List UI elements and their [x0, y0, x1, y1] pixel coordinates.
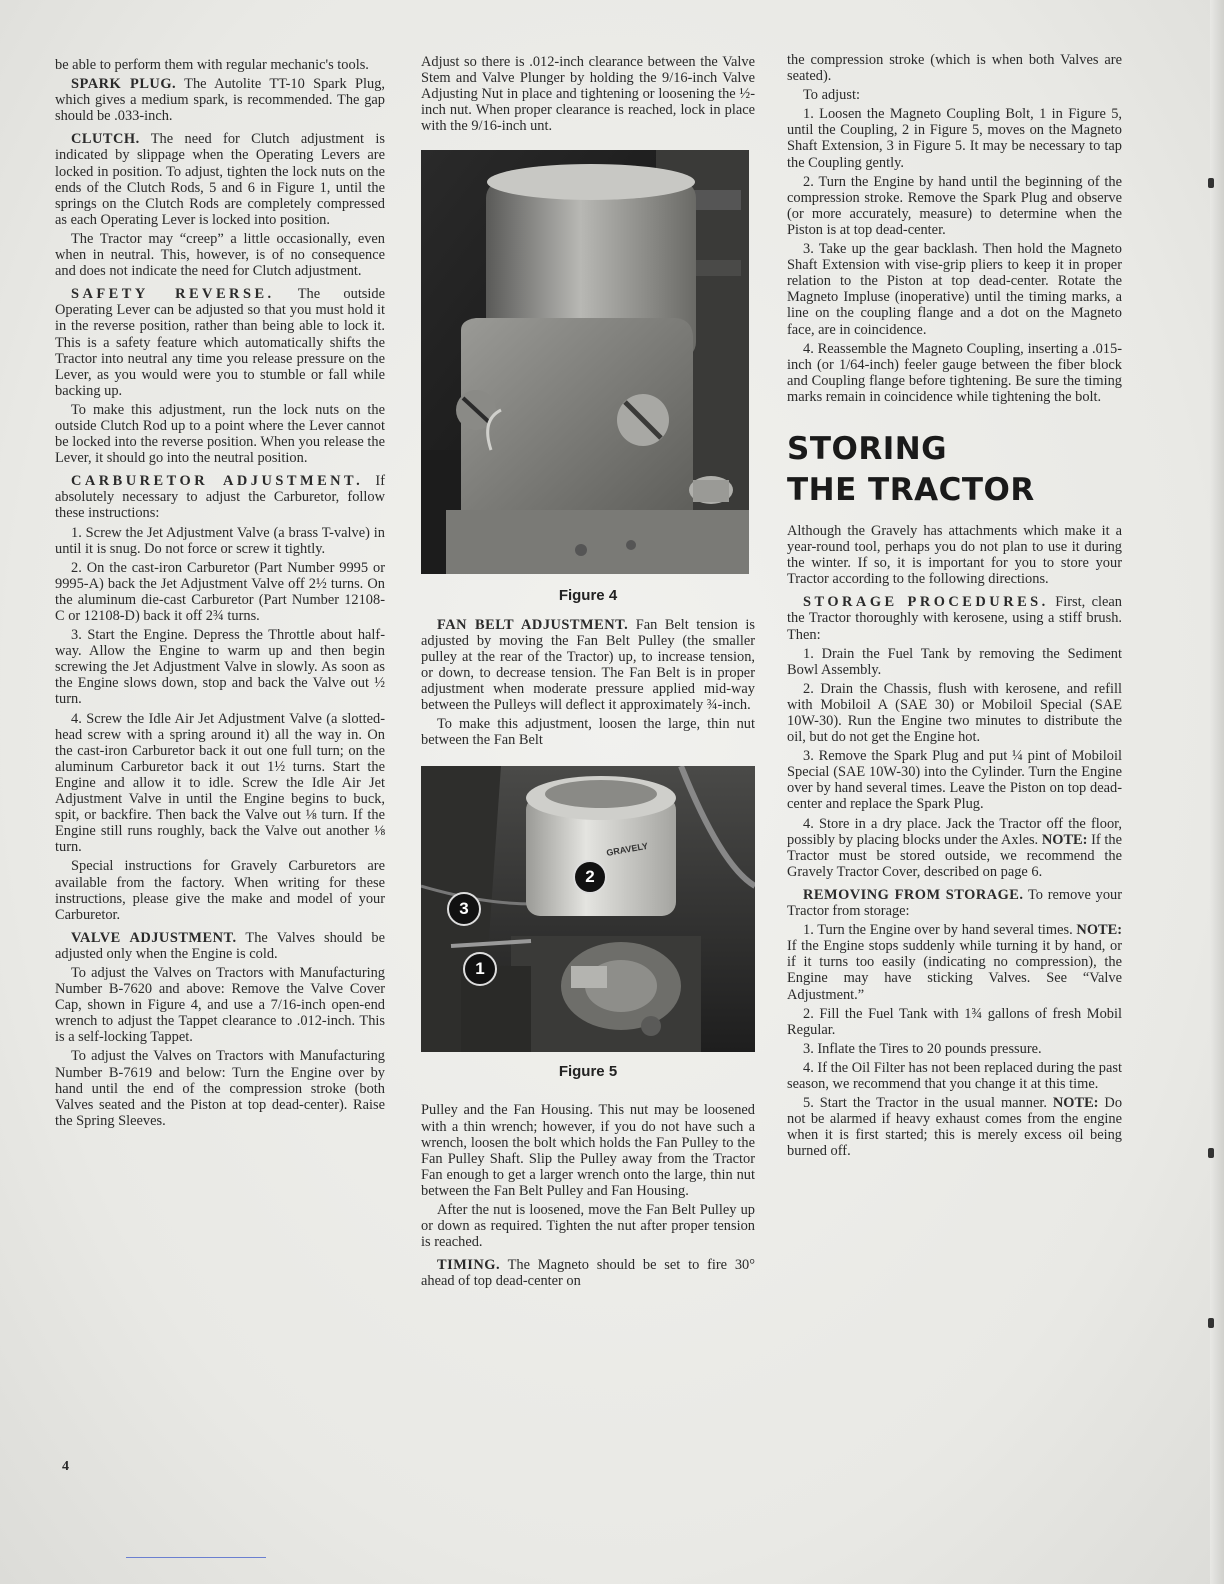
list-item: 3. Remove the Spark Plug and put ¼ pint of Mobiloil Special (SAE 10W-30) into the Cylinder. Turn the Engine over by hand several times. Leave the Piston on top dead-center and replace the Spark Plug. [787, 748, 1122, 813]
heading-carburetor-adjustment: CARBURETOR ADJUSTMENT. [71, 473, 364, 490]
page-edge-shadow [1210, 0, 1224, 1584]
text: If the Engine stops suddenly while turning it by hand, or if it turns too easily (indicating no compression), the Engine may have sticking Valves. See “Valve Adjustment.” [787, 938, 1122, 1003]
text: First, clean the Tractor thoroughly with kerosene, using a stiff brush. Then: [787, 594, 1122, 643]
figure-4 [421, 150, 755, 604]
note-label: NOTE: [1052, 1095, 1099, 1112]
column-left [55, 57, 385, 1132]
list-item: 1. Drain the Fuel Tank by removing the Sediment Bowl Assembly. [787, 645, 1122, 678]
text: The outside Operating Lever can be adjusted so that you must hold it in the reverse position, rather than being able to lock it. This is a safety feature which automatically shifts the Tractor into neutral any time you release pressure on the Lever, as you would were you to stumble or fall while backing up. [55, 286, 385, 399]
paragraph-valve-adjustment [55, 930, 385, 962]
heading-storage-procedures: STORAGE PROCEDURES. [803, 594, 1049, 611]
list-item [787, 816, 1122, 880]
figure-4-caption: Figure 4 [558, 587, 618, 605]
callout-2: 2 [573, 860, 607, 894]
filter-label-text: GRAVELY [605, 841, 649, 859]
text: If absolutely necessary to adjust the Carburetor, follow these instructions: [55, 473, 385, 522]
list-item [787, 922, 1122, 1002]
column-middle [421, 54, 755, 1292]
list-item: 2. Fill the Fuel Tank with 1¾ gallons of fresh Mobil Regular. [787, 1005, 1122, 1038]
page-number: 4 [62, 1459, 69, 1474]
binding-mark [1208, 1148, 1214, 1158]
section-title-line-2: THE TRACTOR [787, 471, 1035, 508]
paragraph-safety-reverse [55, 286, 385, 399]
binding-mark [1208, 178, 1214, 188]
heading-fan-belt-adjustment: FAN BELT ADJUSTMENT. [437, 616, 629, 633]
list-item: 4. Reassemble the Magneto Coupling, inserting a .015-inch (or 1/64-inch) feeler gauge between the fiber block and Coupling flange before tightening. Be sure the timing marks remain in coincidence while tightening the bolt. [787, 340, 1122, 405]
text: The Magneto should be set to fire 30° ahead of top dead-center on [421, 1257, 755, 1290]
list-item: 4. Screw the Idle Air Jet Adjustment Valve (a slotted-head screw with a spring around it) all the way in. On the cast-iron Carburetor back it out one full turn; on the aluminum Carburetor back it out 1½ turns. Start the Engine and allow it to idle. Screw the Idle Air Jet Adjustment Valve in until the Engine begins to buck, spit, or backfire. Then back the Valve out ⅛ turn. If the Engine still runs roughly, back the Valve out another ⅛ turn. [55, 710, 385, 856]
heading-spark-plug: SPARK PLUG. [71, 76, 177, 93]
list-item: 2. On the cast-iron Carburetor (Part Number 9995 or 9995-A) back the Jet Adjustment Valve off 2½ turns. On the aluminum die-cast Carburetor (Part Number 12108-C or 12108-D) back it off 2¾ turns. [55, 559, 385, 624]
paragraph-spark-plug [55, 76, 385, 124]
list-item: 3. Start the Engine. Depress the Throttle about half-way. Allow the Engine to warm up and then begin screwing the Jet Adjustment Valve in slowly. As soon as the Engine slows down, stop and back the Valve out ½ turn. [55, 627, 385, 708]
heading-timing: TIMING. [437, 1257, 501, 1274]
paragraph: The Tractor may “creep” a little occasionally, even when in neutral. This, however, is of no consequence and does not indicate the need for Clutch adjustment. [55, 230, 385, 280]
paragraph: be able to perform them with regular mechanic's tools. [55, 57, 369, 73]
callout-1: 1 [463, 952, 497, 986]
paragraph: To make this adjustment, loosen the large, thin nut between the Fan Belt [421, 716, 755, 749]
paragraph-timing [421, 1257, 755, 1289]
scan-artifact-line [126, 1557, 266, 1558]
note-label: NOTE: [1076, 922, 1122, 939]
text: The need for Clutch adjustment is indicated by slippage when the Operating Levers are locked in position. To adjust, tighten the lock nuts on the ends of the Clutch Rods, 5 and 6 in Figure 1, until the springs on the Clutch Rods are completely compressed as each Operating Lever is locked into position. [55, 131, 385, 228]
figure-4-photo [421, 150, 749, 574]
paragraph-carburetor [55, 473, 385, 521]
figure-5 [421, 766, 755, 1080]
figure-5-photo [421, 766, 755, 1052]
list-item: 1. Screw the Jet Adjustment Valve (a brass T-valve) in until it is snug. Do not force or screw it tightly. [55, 524, 385, 557]
text: 1. Turn the Engine over by hand several times. [803, 922, 1077, 939]
binding-mark [1208, 1318, 1214, 1328]
list-item: 3. Take up the gear backlash. Then hold the Magneto Shaft Extension with vise-grip pliers to keep it in proper relation to the Piston at top dead-center. Rotate the Magneto Impluse (inoperative) until the timing marks, a line on the coupling flange and a dot on the Magneto face, are in coincidence. [787, 241, 1122, 338]
note-label: NOTE: [1041, 831, 1088, 848]
paragraph: After the nut is loosened, move the Fan Belt Pulley up or down as required. Tighten the nut after proper tension is reached. [421, 1201, 755, 1251]
list-item: 2. Turn the Engine by hand until the beginning of the compression stroke. Remove the Spark Plug and observe (or more accurately, measure) to determine when the Piston is at top dead-center. [787, 173, 1122, 238]
section-title-storing [787, 429, 1122, 511]
paragraph: Pulley and the Fan Housing. This nut may be loosened with a thin wrench; however, if you do not have such a wrench, loosen the bolt which holds the Fan Pulley to the Fan Pulley Shaft. Slip the Pulley away from the Tractor Fan enough to get a larger wrench onto the large, thin nut between the Fan Belt Pulley and Fan Housing. [421, 1102, 755, 1199]
paragraph-fan-belt [421, 617, 755, 714]
heading-safety-reverse: SAFETY REVERSE. [71, 286, 275, 303]
callout-3: 3 [447, 892, 481, 926]
text: 5. Start the Tractor in the usual manner. [803, 1095, 1053, 1112]
list-item: 3. Inflate the Tires to 20 pounds pressure. [803, 1040, 1042, 1057]
paragraph-removing [787, 887, 1122, 919]
text: The Valves should be adjusted only when the Engine is cold. [55, 929, 385, 962]
text: If the Tractor must be stored outside, we recommend the Gravely Tractor Cover, described on page 6. [787, 831, 1122, 880]
heading-clutch: CLUTCH. [71, 131, 140, 148]
paragraph-storage-procedures [787, 594, 1122, 642]
paragraph: Adjust so there is .012-inch clearance between the Valve Stem and Valve Plunger by holding the 9/16-inch Valve Adjusting Nut in place and tightening or loosening the ½-inch nut. When proper clearance is reached, lock in place with the 9/16-inch unt. [421, 54, 755, 135]
paragraph: To adjust: [803, 87, 860, 104]
engine-valve-cover-image [421, 150, 749, 574]
text: The Autolite TT-10 Spark Plug, which gives a medium spark, is recommended. The gap should be .033-inch. [55, 76, 385, 125]
figure-5-caption: Figure 5 [558, 1063, 618, 1081]
list-item: 2. Drain the Chassis, flush with kerosene, and refill with Mobiloil A (SAE 30) or Mobiloil Special (SAE 10W-30). Run the Engine two minutes to distribute the oil, but do not get the Engine hot. [787, 680, 1122, 746]
paragraph-clutch [55, 131, 385, 228]
column-right [787, 52, 1122, 1162]
paragraph: Although the Gravely has attachments which make it a year-round tool, perhaps you do not plan to use it during the winter. If so, it is important for you to store your Tractor according to the following directions. [787, 522, 1122, 588]
heading-removing-from-storage: REMOVING FROM STORAGE. [803, 886, 1024, 903]
text: To remove your Tractor from storage: [787, 886, 1122, 920]
list-item: 1. Loosen the Magneto Coupling Bolt, 1 in Figure 5, until the Coupling, 2 in Figure 5, moves on the Magneto Shaft Extension, 3 in Figure 5. It may be necessary to tap the Coupling gently. [787, 106, 1122, 171]
paragraph: To adjust the Valves on Tractors with Manufacturing Number B-7620 and above: Remove the Valve Cover Cap, shown in Figure 4, and use a 7/16-inch open-end wrench to adjust the Tappet clearance to .012-inch. This is a self-locking Tappet. [55, 964, 385, 1046]
text: Do not be alarmed if heavy exhaust comes from the engine when it is first started; this is merely excess oil being burned off. [787, 1095, 1123, 1160]
paragraph: To adjust the Valves on Tractors with Manufacturing Number B-7619 and below: Turn the Engine over by hand until the end of the compression stroke (both Valves seated and the Piston at top dead-center). Raise the Spring Sleeves. [55, 1048, 385, 1129]
list-item: 4. If the Oil Filter has not been replaced during the past season, we recommend that you change it at this time. [787, 1059, 1122, 1092]
list-item [787, 1095, 1122, 1159]
heading-valve-adjustment: VALVE ADJUSTMENT. [71, 929, 237, 946]
paragraph: To make this adjustment, run the lock nuts on the outside Clutch Rod up to a point where the Lever cannot be locked into the reverse position. When you release the Lever, it should go into the neutral position. [55, 401, 385, 467]
paragraph: Special instructions for Gravely Carburetors are available from the factory. When writing for these instructions, please give the make and model of your Carburetor. [55, 858, 385, 923]
paragraph: the compression stroke (which is when both Valves are seated). [787, 52, 1122, 85]
section-title-line-1: STORING [787, 430, 948, 467]
text: Fan Belt tension is adjusted by moving the Fan Belt Pulley (the smaller pulley at the rear of the Tractor) up, to increase tension, or down, to decrease tension. The Fan Belt is in proper adjustment when moderate pressure applied mid-way between the Pulleys will deflect it approximately ¾-inch. [421, 616, 755, 714]
text: 4. Store in a dry place. Jack the Tractor off the floor, possibly by placing blocks under the Axles. [787, 815, 1122, 848]
